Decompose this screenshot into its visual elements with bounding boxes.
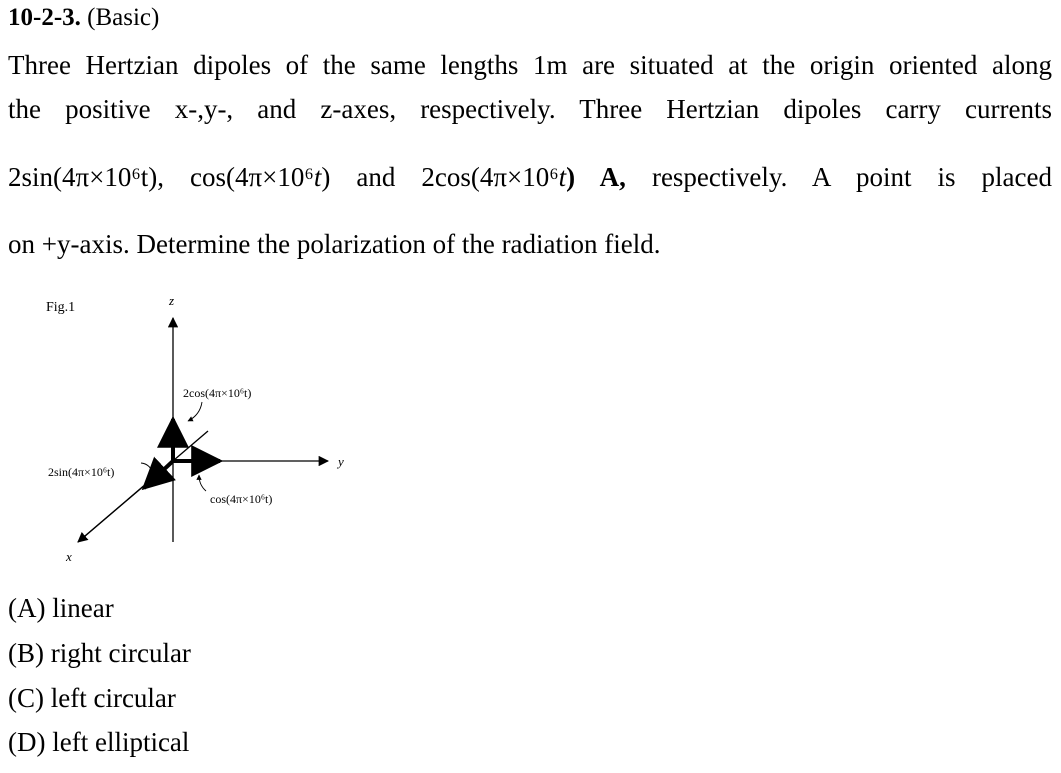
y-dipole-current-label: cos(4π×10⁶t) <box>210 492 273 506</box>
dipole-figure <box>0 285 380 575</box>
problem-number: 10-2-3. <box>8 4 81 31</box>
y-axis-label: y <box>338 454 344 469</box>
option-a: (A) linear <box>8 593 114 623</box>
currents-tail: respectively. A point is placed <box>651 162 1052 192</box>
option-d: (D) left elliptical <box>8 727 190 757</box>
option-c: (C) left circular <box>8 683 176 713</box>
current-y: cos(4π×10⁶t) and 2cos(4π×10⁶t) A, <box>190 162 626 192</box>
z-dipole-current-label: 2cos(4π×10⁶t) <box>183 386 252 400</box>
problem-text-line-2: the positive x-,y-, and z-axes, respectively. Three Hertzian dipoles carry currents <box>8 94 1052 124</box>
problem-level: (Basic) <box>87 4 160 31</box>
problem-header <box>8 4 159 32</box>
problem-currents-line <box>8 162 1052 193</box>
problem-text-line-1: Three Hertzian dipoles of the same lengths 1m are situated at the origin oriented along <box>8 50 1052 80</box>
figure-label: Fig.1 <box>46 300 76 315</box>
z-axis-label: z <box>169 293 175 308</box>
current-x: 2sin(4π×10⁶t), <box>8 162 165 192</box>
dipole-x <box>144 461 173 488</box>
option-b: (B) right circular <box>8 638 191 668</box>
problem-text-line-4: on +y-axis. Determine the polarization of the radiation field. <box>8 229 661 259</box>
x-dipole-current-label: 2sin(4π×10⁶t) <box>48 465 115 479</box>
x-axis-label: x <box>66 549 72 564</box>
